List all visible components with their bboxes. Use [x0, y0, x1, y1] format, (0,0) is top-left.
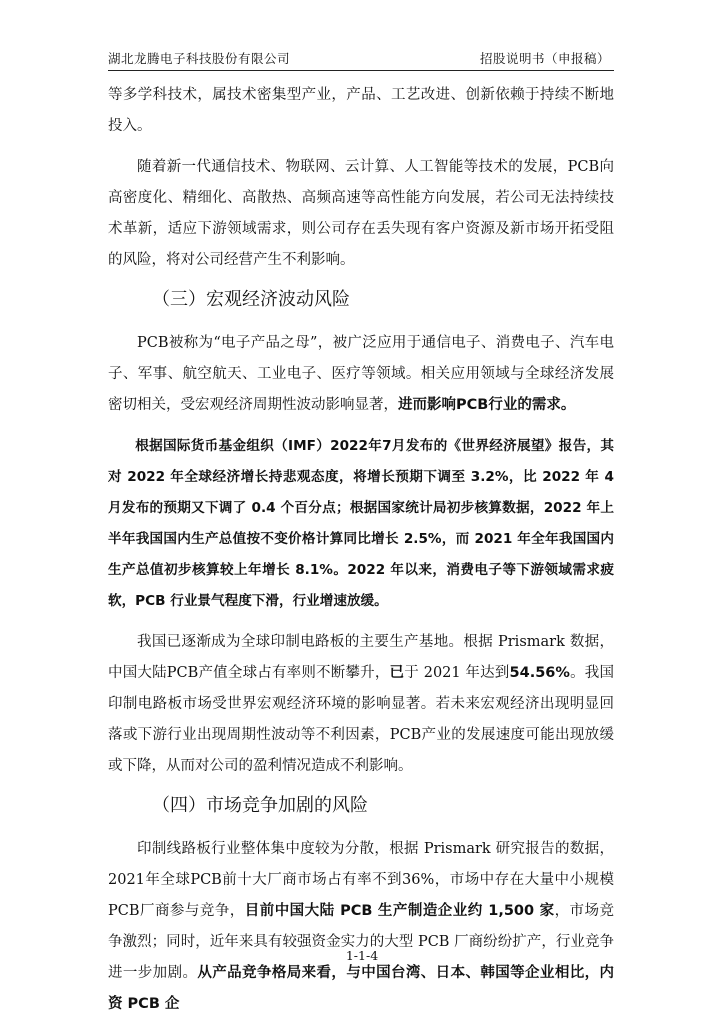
header-company-name: 湖北龙腾电子科技股份有限公司: [108, 51, 291, 66]
paragraph-competition: [108, 834, 614, 1020]
competition-emphasis-1: 目前中国大陆 PCB 生产制造企业约 1,500 家: [244, 903, 555, 919]
china-production-share-value: 54.56%: [509, 665, 570, 681]
pcb-intro-emphasis: 进而影响PCB行业的需求。: [398, 397, 576, 413]
header-document-title: 招股说明书（申报稿）: [479, 51, 610, 66]
paragraph-continued: 等多学科技术，属技术密集型产业，产品、工艺改进、创新依赖于持续不断地投入。: [108, 87, 614, 134]
china-production-text-3: 。我国印制电路板市场受世界宏观经济环境的影响显著。若未来宏观经济出现明显回落或下游行业出现周期性波动等不利因素，PCB产业的发展速度可能出现放缓或下降，从而对公司的盈利情况造成不利影响。: [108, 665, 615, 774]
page-header: [108, 46, 614, 71]
section-heading-competition-risk: （四）市场竞争加剧的风险: [152, 795, 368, 816]
competition-emphasis-2: 从产品竞争格局来看，与中国台湾、日本、韩国等企业相比，内资 PCB 企: [108, 965, 615, 1012]
china-production-text-2: 于 2021 年达到: [404, 665, 510, 681]
page-number: 1-1-4: [345, 948, 379, 963]
paragraph-tech-risk: 随着新一代通信技术、物联网、云计算、人工智能等技术的发展，PCB向高密度化、精细化、高散热、高频高速等高性能方向发展，若公司无法持续技术革新，适应下游领域需求，则公司存在丢失现有客户资源及新市场开拓受阻的风险，将对公司经营产生不利影响。: [108, 159, 614, 268]
page-content: [108, 80, 614, 1020]
competition-text-1: 印制线路板行业整体集中度较为分散，根据 Prismark 研究报告的数据，2021年全球PCB前十大厂商市场占有率不到36%，市场中存在大量中小规模PCB厂商参与竞争，: [108, 841, 614, 919]
paragraph-pcb-intro: [108, 328, 614, 421]
section-heading-macro-risk: （三）宏观经济波动风险: [152, 289, 350, 310]
paragraph-imf-outlook: 根据国际货币基金组织（IMF）2022年7月发布的《世界经济展望》报告，其对 2022 年全球经济增长持悲观态度，将增长预期下调至 3.2%，比 2022 年 4 月发布的预期又下调了 0.4 个百分点；根据国家统计局初步核算数据，2022 年上半年我国国内生产总值按不变价格计算同比增长 2.5%，而 2021 年全年我国国内生产总值初步核算较上年增长 8.1%。2022 年以来，消费电子等下游领域需求疲软，PCB 行业景气程度下滑，行业增速放缓。: [108, 438, 614, 609]
china-production-emphasis-1: 已: [389, 665, 405, 681]
china-production-text-1: 我国已逐渐成为全球印制电路板的主要生产基地。根据 Prismark 数据，中国大陆PCB产值全球占有率则不断攀升，: [108, 634, 614, 681]
competition-text-2: ，市场竞争激烈；同时，近年来具有较强资金实力的大型 PCB 厂商纷纷扩产，行业竞争进一步加剧。: [108, 903, 614, 981]
paragraph-china-production: [108, 627, 614, 782]
pcb-intro-text: PCB被称为“电子产品之母”，被广泛应用于通信电子、消费电子、汽车电子、军事、航空航天、工业电子、医疗等领域。相关应用领域与全球经济发展密切相关，受宏观经济周期性波动影响显著，: [108, 335, 614, 413]
